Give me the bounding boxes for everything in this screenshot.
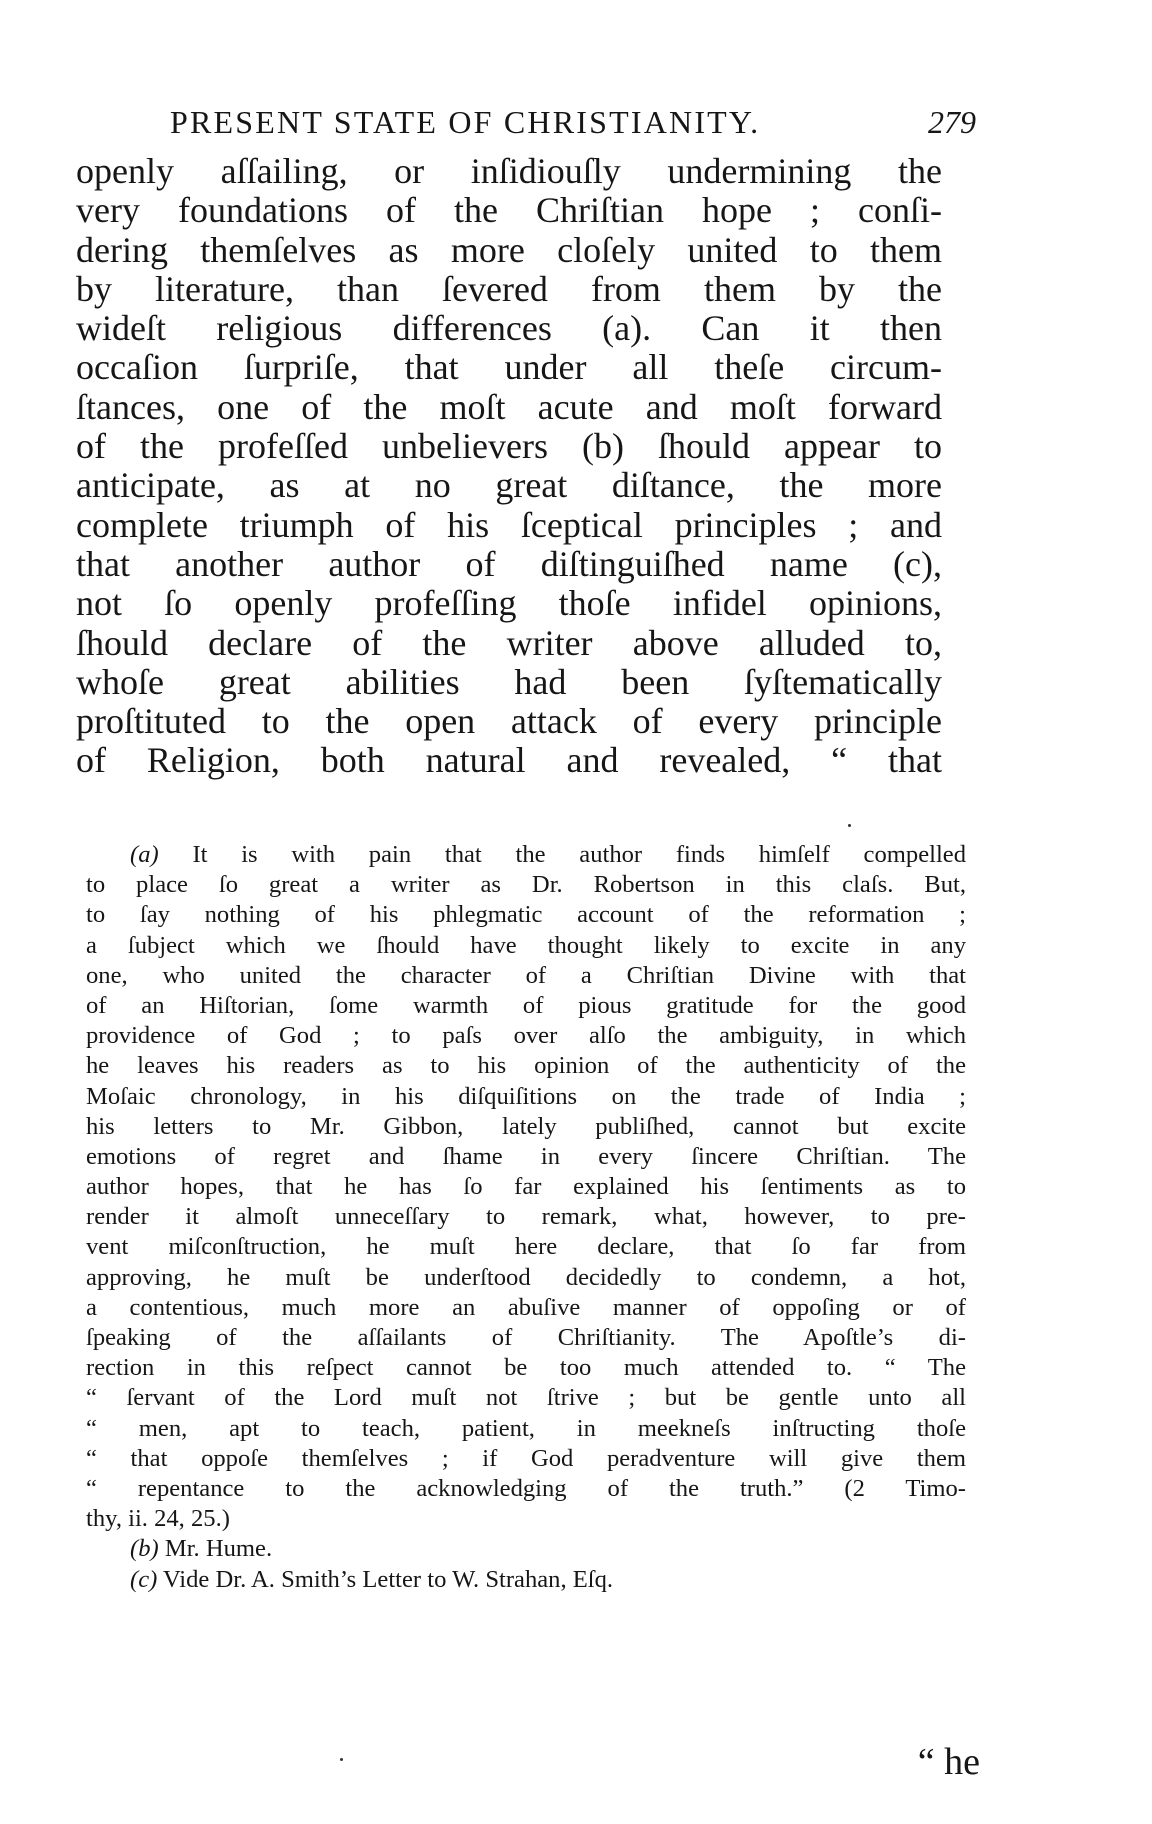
body-line: not ſo openly profeſſing thoſe infidel opinions, (76, 584, 942, 624)
body-line: wideſt religious differences (a). Can it then (76, 309, 942, 349)
footnote-a-line: providence of God ; to paſs over alſo the ambiguity, in which (86, 1022, 966, 1050)
footnote-c-text: Vide Dr. A. Smith’s Letter to W. Strahan, Eſq. (163, 1565, 614, 1593)
body-line: of Religion, both natural and revealed, “ that (76, 741, 942, 781)
footnotes (86, 840, 966, 1595)
footnote-a-line: vent miſconſtruction, he muſt here declare, that ſo far from (86, 1233, 966, 1261)
footnote-a-line: to ſay nothing of his phlegmatic account of the reformation ; (86, 901, 966, 929)
footnote-a-line: “ men, apt to teach, patient, in meekneſs inſtructing thoſe (86, 1414, 966, 1442)
footnote-a-line: to place ſo great a writer as Dr. Robertson in this claſs. But, (86, 871, 966, 899)
footnote-a-line: of an Hiſtorian, ſome warmth of pious gratitude for the good (86, 991, 966, 1019)
body-line: dering themſelves as more cloſely united to them (76, 230, 942, 270)
footnote-a-line: his letters to Mr. Gibbon, lately publiſhed, cannot but excite (86, 1112, 966, 1140)
ink-speck (340, 1758, 343, 1761)
footnote-a-line: rection in this reſpect cannot be too much attended to. “ The (86, 1354, 966, 1382)
body-line: ſhould declare of the writer above alluded to, (76, 623, 942, 663)
footnote-c-marker: (c) (130, 1565, 158, 1593)
footnote-a-line: “ that oppoſe themſelves ; if God peradventure will give them (86, 1444, 966, 1472)
footnote-a-line: a contentious, much more an abuſive manner of oppoſing or of (86, 1293, 966, 1321)
footnote-a-line: render it almoſt unneceſſary to remark, what, however, to pre- (86, 1203, 966, 1231)
footnote-b-text: Mr. Hume. (164, 1535, 273, 1563)
body-line: complete triumph of his ſceptical principles ; and (76, 505, 942, 545)
body-line: openly aſſailing, or inſidiouſly undermining the (76, 152, 942, 191)
footnote-a-marker: (a) (130, 841, 159, 868)
footnote-b (86, 1534, 966, 1564)
running-title: PRESENT STATE OF CHRISTIANITY. (170, 104, 761, 140)
footnote-a-line: “ ſervant of the Lord muſt not ſtrive ; but be gentle unto all (86, 1384, 966, 1412)
footnote-a-line: approving, he muſt be underſtood decidedly to condemn, a hot, (86, 1263, 966, 1291)
footnote-a-line: Moſaic chronology, in his diſquiſitions on the trade of India ; (86, 1082, 966, 1110)
running-head (170, 104, 990, 144)
footnote-a-line: thy, ii. 24, 25.) (86, 1505, 230, 1533)
footnote-a-text: It is with pain that the author finds himſelf compelled (192, 841, 966, 868)
body-line: that another author of diſtinguiſhed name (c), (76, 544, 942, 584)
body-line: very foundations of the Chriſtian hope ; conſi- (76, 191, 942, 231)
body-line: whoſe great abilities had been ſyſtematically (76, 662, 942, 702)
ink-speck (848, 824, 851, 827)
footnote-a-line: emotions of regret and ſhame in every ſincere Chriſtian. The (86, 1142, 966, 1170)
footnote-b-marker: (b) (130, 1535, 159, 1563)
footnote-a-line: one, who united the character of a Chriſtian Divine with that (86, 961, 966, 989)
body-line: ſtances, one of the moſt acute and moſt forward (76, 387, 942, 427)
footnote-a-line: ſpeaking of the aſſailants of Chriſtianity. The Apoſtle’s di- (86, 1324, 966, 1351)
body-line: occaſion ſurpriſe, that under all theſe circum- (76, 348, 942, 388)
body-text (76, 152, 942, 781)
footnote-a-line: he leaves his readers as to his opinion of the authenticity of the (86, 1052, 966, 1080)
body-line: of the profeſſed unbelievers (b) ſhould appear to (76, 427, 942, 467)
body-line: proſtituted to the open attack of every principle (76, 702, 942, 742)
footnote-c (86, 1565, 966, 1595)
footnote-a-line: “ repentance to the acknowledging of the truth.” (2 Timo- (86, 1474, 966, 1502)
footnote-a-line (86, 840, 966, 870)
page-number: 279 (928, 104, 976, 140)
body-line: by literature, than ſevered from them by the (76, 269, 942, 309)
catchword: “ he (917, 1741, 980, 1783)
body-line: anticipate, as at no great diſtance, the more (76, 466, 942, 506)
footnote-a-line: author hopes, that he has ſo far explained his ſentiments as to (86, 1173, 966, 1201)
footnote-a-line: a ſubject which we ſhould have thought likely to excite in any (86, 931, 966, 959)
